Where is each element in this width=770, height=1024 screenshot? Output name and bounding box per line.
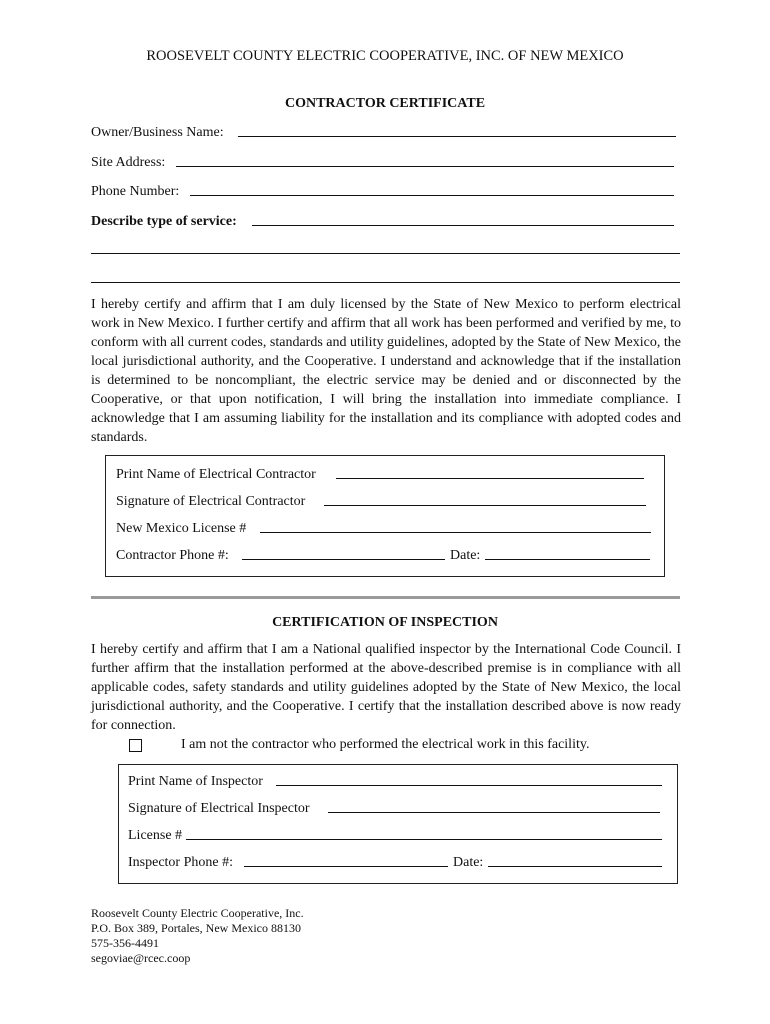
footer-email[interactable]: segoviae@rcec.coop <box>91 951 191 965</box>
page-title: CONTRACTOR CERTIFICATE <box>284 96 486 111</box>
contractor-phone-label: Contractor Phone #: <box>116 548 229 563</box>
contractor-license-label: New Mexico License # <box>116 521 247 536</box>
contractor-statement: I hereby certify and affirm that I am duly licensed by the State of New Mexico to perform electrical work in New Mexico. I further certify and affirm that all work has been performed and verified by me, to conform with all current codes, standards and utility guidelines, adopted by the State of New Mexico, the local jurisdictional authority, and the Cooperative. I understand and acknowledge that if the installation is determined to be noncompliant, the electric service may be denied and or disconnected by the Cooperative, or that upon notification, I will bring the installation into immediate compliance. I acknowledge that I am assuming liability for the installation and its compliance with adopted codes and standards. <box>91 297 681 445</box>
inspector-date-label: Date: <box>453 855 484 870</box>
contractor-signature-field[interactable] <box>324 505 646 506</box>
organization-heading: ROOSEVELT COUNTY ELECTRIC COOPERATIVE, INC. OF NEW MEXICO <box>146 48 624 64</box>
service-type-line-2[interactable] <box>91 253 680 254</box>
inspector-name-label: Print Name of Inspector <box>128 774 263 789</box>
inspector-signature-field[interactable] <box>328 812 660 813</box>
inspection-statement: I hereby certify and affirm that I am a National qualified inspector by the International Code Council. I further affirm that the installation performed at the above-described premise is in compliance with all applicable codes, safety standards and utility guidelines adopted by the State of New Mexico, the local jurisdictional authority, and the Cooperative. I certify that the installation described above is now ready for connection. <box>91 642 681 733</box>
contractor-phone-field[interactable] <box>242 559 445 560</box>
inspector-signature-label: Signature of Electrical Inspector <box>128 801 310 816</box>
service-type-label: Describe type of service: <box>91 214 237 229</box>
inspector-date-field[interactable] <box>488 866 662 867</box>
phone-number-label: Phone Number: <box>91 184 180 199</box>
footer-address <box>91 906 304 966</box>
contractor-name-label: Print Name of Electrical Contractor <box>116 467 316 482</box>
inspector-phone-label: Inspector Phone #: <box>128 855 233 870</box>
footer-phone: 575-356-4491 <box>91 936 159 950</box>
section-divider <box>91 596 680 599</box>
contractor-name-field[interactable] <box>336 478 644 479</box>
contractor-date-field[interactable] <box>485 559 650 560</box>
owner-field[interactable] <box>238 136 676 137</box>
owner-label: Owner/Business Name: <box>91 125 224 140</box>
service-type-line-3[interactable] <box>91 282 680 283</box>
inspector-license-field[interactable] <box>186 839 662 840</box>
contractor-signature-label: Signature of Electrical Contractor <box>116 494 306 509</box>
not-contractor-checkbox[interactable] <box>129 739 142 752</box>
footer-company: Roosevelt County Electric Cooperative, Inc. <box>91 906 304 920</box>
phone-number-field[interactable] <box>190 195 674 196</box>
site-address-field[interactable] <box>176 166 674 167</box>
inspection-title: CERTIFICATION OF INSPECTION <box>272 615 498 630</box>
contractor-license-field[interactable] <box>260 532 651 533</box>
service-type-field[interactable] <box>252 225 674 226</box>
inspector-phone-field[interactable] <box>244 866 448 867</box>
contractor-date-label: Date: <box>450 548 481 563</box>
footer-po-box: P.O. Box 389, Portales, New Mexico 88130 <box>91 921 301 935</box>
inspector-name-field[interactable] <box>276 785 662 786</box>
not-contractor-label: I am not the contractor who performed the electrical work in this facility. <box>181 737 590 752</box>
inspector-license-label: License # <box>128 828 183 843</box>
site-address-label: Site Address: <box>91 155 166 170</box>
